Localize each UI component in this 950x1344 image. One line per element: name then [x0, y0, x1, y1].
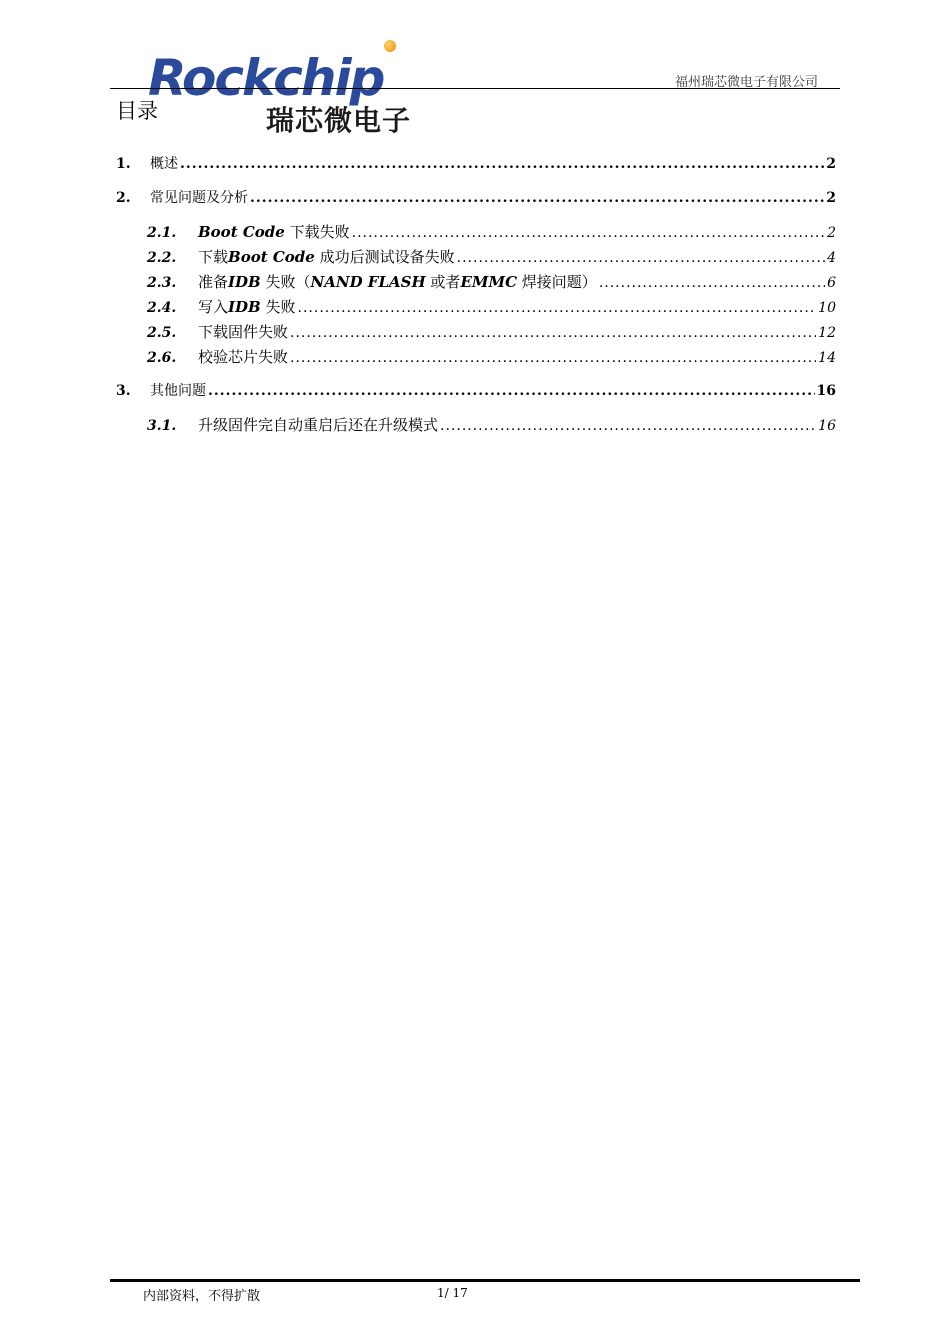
toc-entry-page: 12 [818, 325, 836, 341]
toc-entry-page: 14 [818, 350, 836, 366]
toc-entry-1[interactable] [116, 155, 836, 173]
toc-entry-2-5[interactable] [147, 323, 836, 342]
toc-entry-2-3[interactable] [147, 273, 836, 292]
toc-dot-leader [208, 382, 815, 400]
footer-divider [110, 1279, 860, 1282]
company-name: 福州瑞芯微电子有限公司 [674, 75, 818, 90]
toc-entry-page: 4 [827, 250, 836, 266]
toc-entry-page: 16 [816, 383, 836, 399]
toc-entry-number: 2. [116, 190, 131, 206]
logo-dot-icon [384, 40, 396, 52]
toc-entry-page: 10 [818, 300, 836, 316]
toc-entry-label: 下载Boot Code 成功后测试设备失败 [198, 248, 455, 266]
toc-entry-2-1[interactable] [147, 223, 836, 242]
toc-dot-leader [180, 155, 824, 173]
toc-entry-number: 2.6. [147, 350, 177, 366]
toc-entry-3[interactable] [116, 382, 836, 400]
toc-entry-number: 2.4. [147, 300, 177, 316]
toc-entry-label: 校验芯片失败 [198, 348, 289, 366]
toc-entry-label: Boot Code 下载失败 [198, 223, 350, 241]
toc-dot-leader [250, 189, 824, 207]
toc-entry-label: 升级固件完自动重启后还在升级模式 [198, 416, 439, 434]
toc-entry-label: 概述 [150, 156, 178, 172]
toc-entry-2-6[interactable] [147, 348, 836, 367]
toc-entry-label: 其他问题 [150, 383, 206, 399]
footer-confidential-note: 内部资料，不得扩散 [143, 1289, 261, 1304]
toc-dot-leader [440, 417, 816, 435]
toc-dot-leader [352, 224, 825, 242]
toc-entry-number: 1. [116, 156, 131, 172]
rockchip-logo [148, 38, 433, 144]
toc-entry-label: 准备IDB 失败（NAND FLASH 或者EMMC 焊接问题） [198, 273, 597, 291]
toc-entry-number: 3. [116, 383, 131, 399]
toc-entry-label: 写入IDB 失败 [198, 298, 296, 316]
toc-entry-page: 2 [826, 156, 836, 172]
toc-entry-label: 下载固件失败 [198, 323, 289, 341]
toc-dot-leader [599, 274, 825, 292]
toc-entry-2-2[interactable] [147, 248, 836, 267]
toc-entry-label: 常见问题及分析 [150, 190, 248, 206]
toc-entry-number: 2.2. [147, 250, 177, 266]
toc-entry-number: 3.1. [147, 418, 177, 434]
toc-entry-number: 2.3. [147, 275, 177, 291]
toc-entry-page: 2 [826, 190, 836, 206]
logo-chinese-name: 瑞芯微电子 [266, 104, 412, 137]
toc-dot-leader [290, 349, 816, 367]
footer-page-number: 1/ 17 [437, 1286, 468, 1300]
toc-dot-leader [298, 299, 817, 317]
logo-wordmark: Rockchip [148, 49, 384, 107]
toc-entry-page: 2 [827, 225, 836, 241]
toc-dot-leader [457, 249, 825, 267]
toc-entry-number: 2.5. [147, 325, 177, 341]
toc-entry-page: 6 [827, 275, 836, 291]
toc-entry-2-4[interactable] [147, 298, 836, 317]
toc-title: 目录 [116, 99, 158, 123]
toc-entry-page: 16 [818, 418, 836, 434]
toc-entry-2[interactable] [116, 189, 836, 207]
toc-entry-3-1[interactable] [147, 416, 836, 435]
toc-dot-leader [290, 324, 816, 342]
header-divider [110, 88, 840, 89]
toc-entry-number: 2.1. [147, 225, 177, 241]
